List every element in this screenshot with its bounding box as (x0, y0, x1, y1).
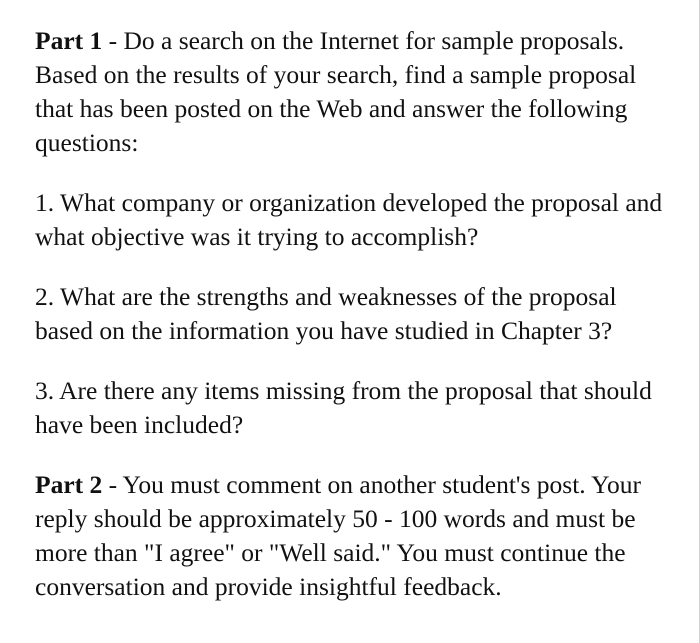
part1-text: - Do a search on the Internet for sample proposals. Based on the results of your search, find a sample proposal that has been posted on the Web and answer the following questions: (35, 26, 637, 157)
part2-text: - You must comment on another student's post. Your reply should be approximately 50 - 100 words and must be more than "I agree" or "Well said." You must continue the conversation and provide insightful feedback. (35, 470, 641, 601)
document-body (35, 24, 675, 604)
part1-heading: Part 1 (35, 26, 103, 55)
part2-heading: Part 2 (35, 470, 103, 499)
question-1: 1. What company or organization developed the proposal and what objective was it trying to accomplish? (35, 188, 663, 251)
question-3: 3. Are there any items missing from the proposal that should have been included? (35, 376, 652, 439)
question-2: 2. What are the strengths and weaknesses of the proposal based on the information you have studied in Chapter 3? (35, 282, 617, 345)
part2-paragraph (35, 468, 675, 604)
part1-paragraph (35, 24, 675, 160)
